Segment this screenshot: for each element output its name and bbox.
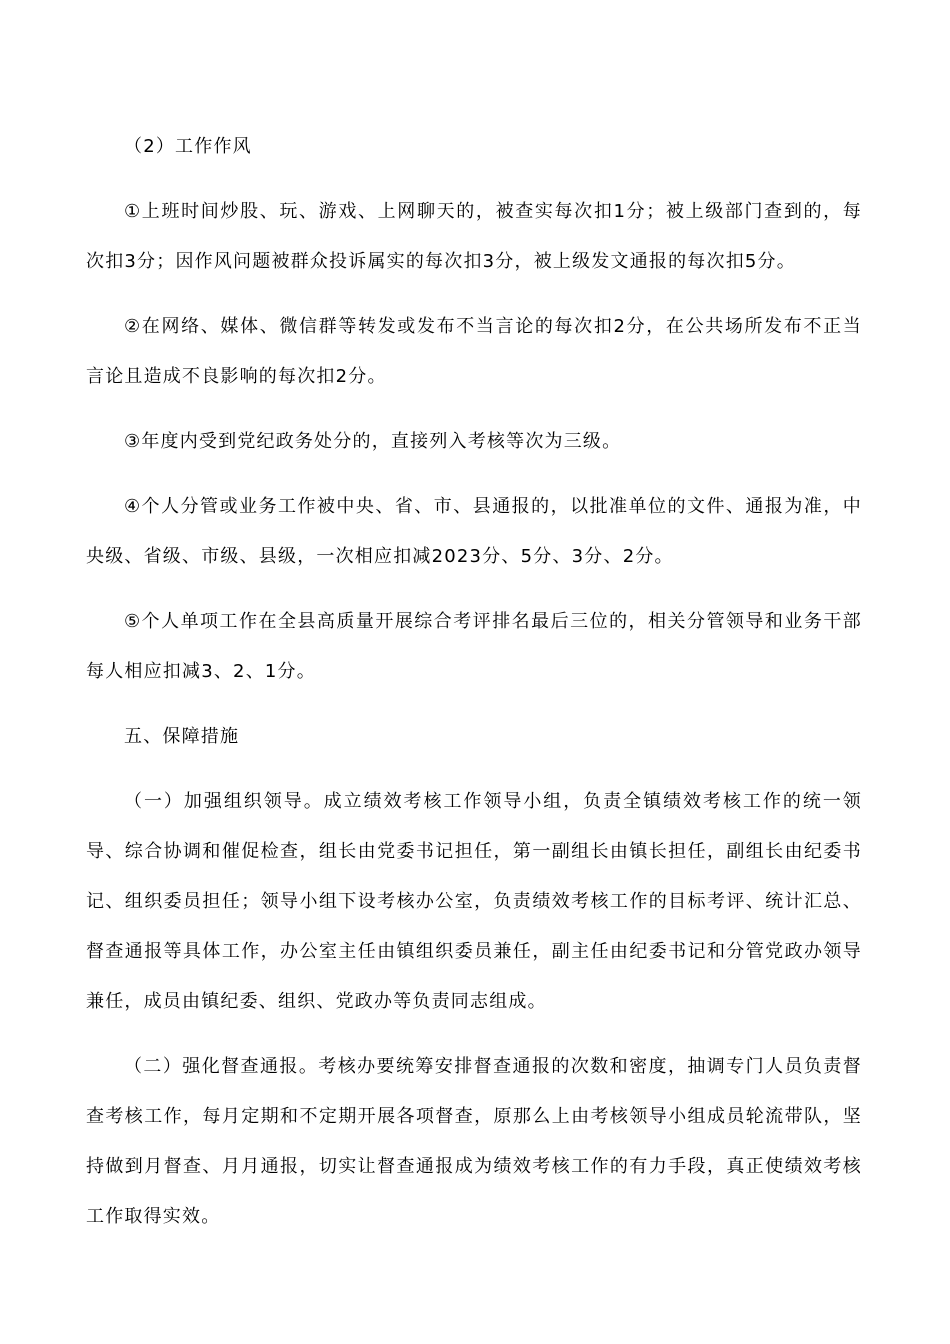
rule-item-5: ⑤个人单项工作在全县高质量开展综合考评排名最后三位的，相关分管领导和业务干部每人相应扣减3、2、1分。 xyxy=(86,611,862,682)
section-heading-work-style: （2）工作作风 xyxy=(124,136,252,157)
rule-item-4: ④个人分管或业务工作被中央、省、市、县通报的，以批准单位的文件、通报为准，中央级、省级、市级、县级，一次相应扣减2023分、5分、3分、2分。 xyxy=(86,496,862,567)
safeguard-item-1: （一）加强组织领导。成立绩效考核工作领导小组，负责全镇绩效考核工作的统一领导、综合协调和催促检查，组长由党委书记担任，第一副组长由镇长担任，副组长由纪委书记、组织委员担任；领导小组下设考核办公室，负责绩效考核工作的目标考评、统计汇总、督查通报等具体工作，办公室主任由镇组织委员兼任，副主任由纪委书记和分管党政办领导兼任，成员由镇纪委、组织、党政办等负责同志组成。 xyxy=(86,791,862,1012)
document-body xyxy=(86,122,862,1242)
rule-item-3: ③年度内受到党纪政务处分的，直接列入考核等次为三级。 xyxy=(124,431,622,452)
section-heading-safeguards: 五、保障措施 xyxy=(124,726,240,747)
rule-item-2: ②在网络、媒体、微信群等转发或发布不当言论的每次扣2分，在公共场所发布不正当言论且造成不良影响的每次扣2分。 xyxy=(86,316,862,387)
safeguard-item-2: （二）强化督查通报。考核办要统筹安排督查通报的次数和密度，抽调专门人员负责督查考核工作，每月定期和不定期开展各项督查，原那么上由考核领导小组成员轮流带队，坚持做到月督查、月月通报，切实让督查通报成为绩效考核工作的有力手段，真正使绩效考核工作取得实效。 xyxy=(86,1056,862,1227)
rule-item-1: ①上班时间炒股、玩、游戏、上网聊天的，被查实每次扣1分；被上级部门查到的，每次扣3分；因作风问题被群众投诉属实的每次扣3分，被上级发文通报的每次扣5分。 xyxy=(86,201,862,272)
